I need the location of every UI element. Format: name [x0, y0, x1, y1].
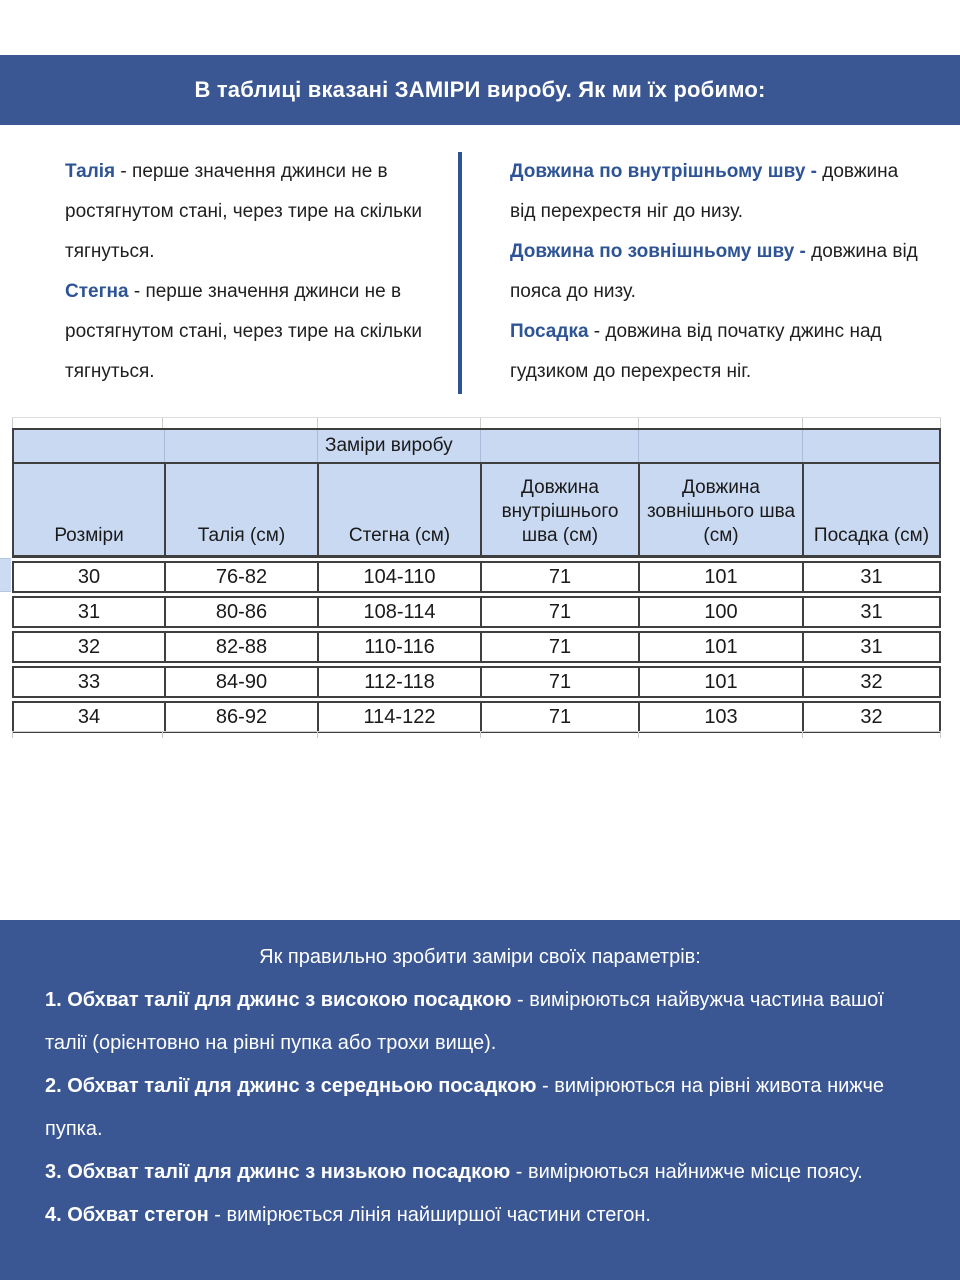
cell-inseam: 71: [480, 598, 638, 626]
cell-inseam: 71: [480, 668, 638, 696]
header-cell-empty: [638, 430, 802, 462]
guide-title: Як правильно зробити заміри своїх параметрів:: [259, 946, 701, 968]
definition-rise: [510, 312, 918, 392]
definition-hips: [65, 272, 433, 392]
guide-item-high-rise: [45, 979, 890, 1065]
definition-term: Талія: [65, 161, 116, 182]
cell-outseam: 103: [638, 703, 802, 731]
definition-text: - перше значення джинси не в ростягнутом стані, через тире на скільки тягнуться.: [65, 161, 422, 262]
guide-items: [0, 979, 960, 1237]
definition-text: довжина від перехрестя ніг до низу.: [510, 161, 899, 222]
guide-item-lead: 3. Обхват талії для джинс з низькою посадкою: [45, 1161, 511, 1183]
guide-item-mid-rise: [45, 1065, 890, 1151]
table-header-merged-row: [14, 430, 939, 462]
table-column-headers: [14, 462, 939, 555]
cell-waist: 82-88: [164, 633, 317, 661]
table-row: [12, 561, 941, 593]
guide-item-lead: 2. Обхват талії для джинс з середньою посадкою: [45, 1075, 537, 1097]
table-header: [12, 428, 941, 558]
guide-item-low-rise: [45, 1151, 890, 1194]
cell-rise: 32: [802, 668, 939, 696]
measurement-guide-panel: [0, 920, 960, 1280]
definition-waist: [65, 152, 433, 272]
definitions-right-column: [510, 152, 918, 392]
cell-waist: 86-92: [164, 703, 317, 731]
cell-outseam: 100: [638, 598, 802, 626]
cell-inseam: 71: [480, 633, 638, 661]
definition-term: Посадка: [510, 321, 589, 342]
header-cell-empty: [14, 430, 164, 462]
cell-rise: 32: [802, 703, 939, 731]
definition-text: - перше значення джинси не в ростягнутом стані, через тире на скільки тягнуться.: [65, 281, 422, 382]
cell-size: 30: [77, 565, 101, 588]
column-header-inseam: Довжина внутрішнього шва (см): [480, 464, 638, 555]
cell-rise: 31: [802, 633, 939, 661]
cell-waist: 76-82: [164, 563, 317, 591]
cell-outseam: 101: [638, 633, 802, 661]
gridline-artifact-bottom: [12, 731, 941, 738]
cell-size: 34: [77, 705, 101, 728]
table-row: [12, 666, 941, 698]
table-row: [12, 596, 941, 628]
guide-item-lead: 1. Обхват талії для джинс з високою посадкою: [45, 989, 512, 1011]
column-header-waist: Талія (см): [164, 464, 317, 555]
cell-hips: 110-116: [317, 633, 480, 661]
size-table: [12, 428, 941, 733]
definition-text: - довжина від початку джинс над гудзиком до перехрестя ніг.: [510, 321, 882, 382]
guide-item-text: - вимірюються на рівні живота нижче пупка.: [45, 1075, 885, 1140]
definition-text: довжина від пояса до низу.: [510, 241, 918, 302]
cell-rise: 31: [802, 598, 939, 626]
cell-outseam: 101: [638, 668, 802, 696]
definition-term: Стегна: [65, 281, 129, 302]
cell-hips: 114-122: [317, 703, 480, 731]
table-row: [12, 631, 941, 663]
column-header-rise: Посадка (см): [802, 464, 939, 555]
column-header-hips: Стегна (см): [317, 464, 480, 555]
cell-hips: 108-114: [317, 598, 480, 626]
table-row: [12, 701, 941, 733]
column-header-sizes: Розміри: [54, 525, 124, 546]
guide-item-text: - вимірюються найвужча частина вашої талії (орієнтовно на рівні пупка або трохи вище).: [45, 989, 884, 1054]
cell-size: 32: [77, 635, 101, 658]
cell-inseam: 71: [480, 703, 638, 731]
cell-size: 31: [77, 600, 101, 623]
column-header-outseam: Довжина зовнішнього шва (см): [638, 464, 802, 555]
cell-outseam: 101: [638, 563, 802, 591]
definition-term: Довжина по зовнішньому шву -: [510, 241, 806, 262]
definition-inseam: [510, 152, 918, 232]
cell-size: 33: [77, 670, 101, 693]
page-title: В таблиці вказані ЗАМІРИ виробу. Як ми їх робимо:: [194, 77, 766, 102]
header-cell-empty: [802, 430, 939, 462]
cell-waist: 84-90: [164, 668, 317, 696]
gridline-artifact-left-cell: [0, 558, 11, 592]
cell-inseam: 71: [480, 563, 638, 591]
guide-item-text: - вимірюється лінія найширшої частини стегон.: [208, 1204, 651, 1226]
guide-item-lead: 4. Обхват стегон: [45, 1204, 209, 1226]
cell-waist: 80-86: [164, 598, 317, 626]
header-cell-empty: [164, 430, 317, 462]
guide-item-text: - вимірюються найнижче місце поясу.: [510, 1161, 863, 1183]
header-cell-merged-title: Заміри виробу: [317, 430, 480, 462]
header-cell-empty: [480, 430, 638, 462]
cell-hips: 104-110: [317, 563, 480, 591]
guide-item-hips: [45, 1194, 890, 1237]
column-divider: [458, 152, 462, 394]
cell-rise: 31: [802, 563, 939, 591]
definition-term: Довжина по внутрішньому шву -: [510, 161, 817, 182]
header-banner: [0, 55, 960, 125]
definitions-left-column: [65, 152, 433, 392]
definition-outseam: [510, 232, 918, 312]
cell-hips: 112-118: [317, 668, 480, 696]
